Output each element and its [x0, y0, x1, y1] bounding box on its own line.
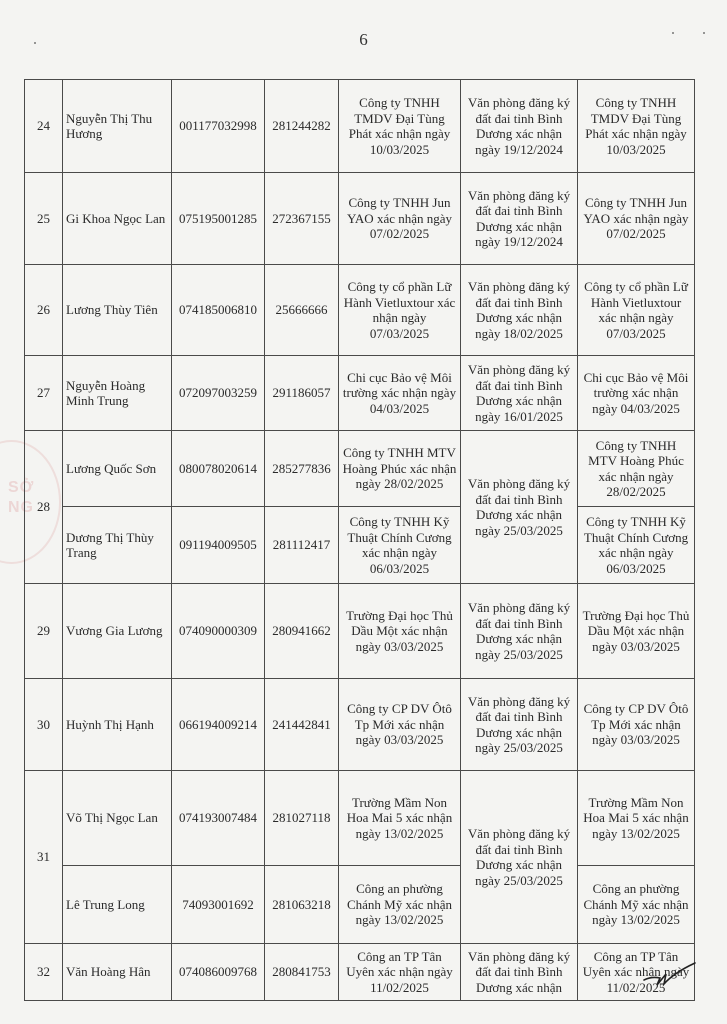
final-confirmation: Công an TP Tân Uyên xác nhận ngày 11/02/2025: [578, 944, 695, 1001]
final-confirmation: Công ty TNHH TMDV Đại Tùng Phát xác nhận ngày 10/03/2025: [578, 80, 695, 173]
person-name: Dương Thị Thùy Trang: [63, 507, 172, 584]
row-number: 27: [25, 356, 63, 431]
person-name: Nguyễn Hoàng Minh Trung: [63, 356, 172, 431]
land-office-confirmation: Văn phòng đăng ký đất đai tỉnh Bình Dương xác nhận ngày 19/12/2024: [461, 173, 578, 265]
page-number: 6: [359, 30, 368, 49]
id-number: 066194009214: [172, 679, 265, 771]
confirming-organization: Công ty TNHH MTV Hoàng Phúc xác nhận ngày 28/02/2025: [339, 431, 461, 507]
land-office-confirmation: Văn phòng đăng ký đất đai tỉnh Bình Dương xác nhận: [461, 944, 578, 1001]
table-row: [25, 584, 695, 679]
final-confirmation: Trường Đại học Thủ Dầu Một xác nhận ngày 03/03/2025: [578, 584, 695, 679]
row-number: 25: [25, 173, 63, 265]
confirming-organization: Công ty CP DV Ôtô Tp Mới xác nhận ngày 03/03/2025: [339, 679, 461, 771]
person-name: Lê Trung Long: [63, 866, 172, 944]
table-row: [25, 265, 695, 356]
final-confirmation: Chi cục Bảo vệ Môi trường xác nhận ngày 04/03/2025: [578, 356, 695, 431]
land-office-confirmation: Văn phòng đăng ký đất đai tỉnh Bình Dương xác nhận ngày 25/03/2025: [461, 679, 578, 771]
id-number: 080078020614: [172, 431, 265, 507]
person-name: Lương Thùy Tiên: [63, 265, 172, 356]
final-confirmation: Công an phường Chánh Mỹ xác nhận ngày 13/02/2025: [578, 866, 695, 944]
confirming-organization: Trường Đại học Thủ Dầu Một xác nhận ngày 03/03/2025: [339, 584, 461, 679]
id-number: 074086009768: [172, 944, 265, 1001]
row-number: 30: [25, 679, 63, 771]
scan-speck: [672, 32, 674, 34]
row-number: 28: [25, 431, 63, 584]
table-row: [25, 507, 695, 584]
id-number: 074193007484: [172, 771, 265, 866]
confirming-organization: Công ty TNHH Kỹ Thuật Chính Cương xác nhận ngày 06/03/2025: [339, 507, 461, 584]
final-confirmation: Công ty CP DV Ôtô Tp Mới xác nhận ngày 03/03/2025: [578, 679, 695, 771]
id-number: 074185006810: [172, 265, 265, 356]
final-confirmation: Công ty TNHH Jun YAO xác nhận ngày 07/02/2025: [578, 173, 695, 265]
confirming-organization: Công an phường Chánh Mỹ xác nhận ngày 13/02/2025: [339, 866, 461, 944]
confirming-organization: Công ty cổ phần Lữ Hành Vietluxtour xác nhận ngày 07/03/2025: [339, 265, 461, 356]
land-office-confirmation: Văn phòng đăng ký đất đai tỉnh Bình Dương xác nhận ngày 25/03/2025: [461, 431, 578, 584]
record-code: 241442841: [265, 679, 339, 771]
table-row: [25, 173, 695, 265]
person-name: Huỳnh Thị Hạnh: [63, 679, 172, 771]
table-row: [25, 80, 695, 173]
scan-speck: [703, 32, 705, 34]
person-name: Lương Quốc Sơn: [63, 431, 172, 507]
record-code: 280841753: [265, 944, 339, 1001]
person-name: Võ Thị Ngọc Lan: [63, 771, 172, 866]
final-confirmation: Công ty TNHH Kỹ Thuật Chính Cương xác nhận ngày 06/03/2025: [578, 507, 695, 584]
person-name: Nguyễn Thị Thu Hương: [63, 80, 172, 173]
records-table: [24, 79, 695, 1001]
land-office-confirmation: Văn phòng đăng ký đất đai tỉnh Bình Dương xác nhận ngày 25/03/2025: [461, 584, 578, 679]
record-code: 272367155: [265, 173, 339, 265]
record-code: 281112417: [265, 507, 339, 584]
confirming-organization: Công ty TNHH TMDV Đại Tùng Phát xác nhận ngày 10/03/2025: [339, 80, 461, 173]
record-code: 285277836: [265, 431, 339, 507]
table-row: [25, 431, 695, 507]
land-office-confirmation: Văn phòng đăng ký đất đai tỉnh Bình Dương xác nhận ngày 19/12/2024: [461, 80, 578, 173]
row-number: 29: [25, 584, 63, 679]
record-code: 281027118: [265, 771, 339, 866]
final-confirmation: Công ty TNHH MTV Hoàng Phúc xác nhận ngày 28/02/2025: [578, 431, 695, 507]
id-number: 072097003259: [172, 356, 265, 431]
record-code: 25666666: [265, 265, 339, 356]
row-number: 32: [25, 944, 63, 1001]
land-office-confirmation: Văn phòng đăng ký đất đai tỉnh Bình Dương xác nhận ngày 25/03/2025: [461, 771, 578, 944]
land-office-confirmation: Văn phòng đăng ký đất đai tỉnh Bình Dương xác nhận ngày 16/01/2025: [461, 356, 578, 431]
land-office-confirmation: Văn phòng đăng ký đất đai tỉnh Bình Dương xác nhận ngày 18/02/2025: [461, 265, 578, 356]
record-code: 291186057: [265, 356, 339, 431]
person-name: Văn Hoàng Hân: [63, 944, 172, 1001]
id-number: 74093001692: [172, 866, 265, 944]
table-row: [25, 679, 695, 771]
id-number: 074090000309: [172, 584, 265, 679]
person-name: Vương Gia Lương: [63, 584, 172, 679]
table-row: [25, 944, 695, 1001]
id-number: 001177032998: [172, 80, 265, 173]
table-row: [25, 356, 695, 431]
stamp-text: SỞ NG: [8, 479, 35, 516]
confirming-organization: Trường Mầm Non Hoa Mai 5 xác nhận ngày 13/02/2025: [339, 771, 461, 866]
row-number: 24: [25, 80, 63, 173]
person-name: Gi Khoa Ngọc Lan: [63, 173, 172, 265]
table-row: [25, 771, 695, 866]
row-number: 26: [25, 265, 63, 356]
id-number: 091194009505: [172, 507, 265, 584]
signature: [640, 960, 700, 990]
confirming-organization: Công ty TNHH Jun YAO xác nhận ngày 07/02/2025: [339, 173, 461, 265]
row-number: 31: [25, 771, 63, 944]
confirming-organization: Chi cục Bảo vệ Môi trường xác nhận ngày 04/03/2025: [339, 356, 461, 431]
table-row: [25, 866, 695, 944]
record-code: 280941662: [265, 584, 339, 679]
confirming-organization: Công an TP Tân Uyên xác nhận ngày 11/02/2025: [339, 944, 461, 1001]
scan-speck: [34, 42, 36, 44]
record-code: 281063218: [265, 866, 339, 944]
record-code: 281244282: [265, 80, 339, 173]
final-confirmation: Trường Mầm Non Hoa Mai 5 xác nhận ngày 13/02/2025: [578, 771, 695, 866]
final-confirmation: Công ty cổ phần Lữ Hành Vietluxtour xác nhận ngày 07/03/2025: [578, 265, 695, 356]
id-number: 075195001285: [172, 173, 265, 265]
